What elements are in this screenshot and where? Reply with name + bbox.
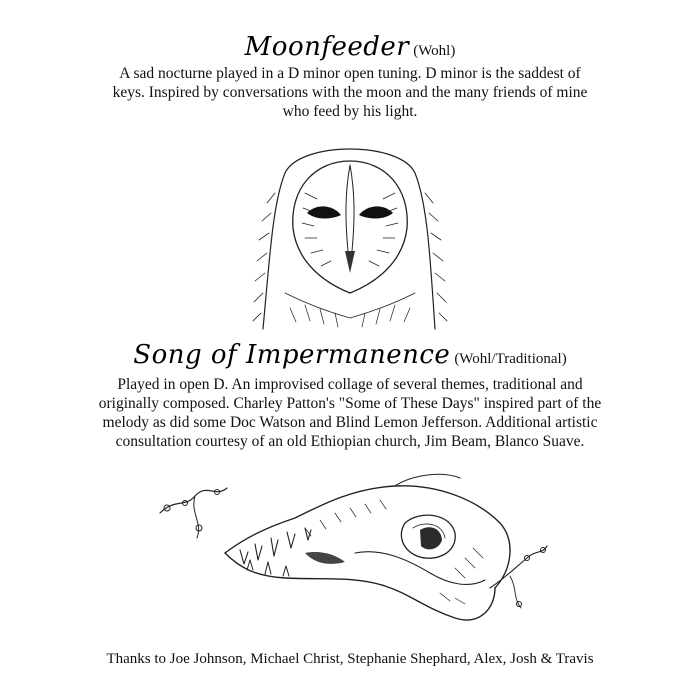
song2-line: melody as did some Doc Watson and Blind Lemon Jefferson. Additional artistic xyxy=(102,414,598,431)
song1-description xyxy=(45,64,655,121)
song1-line: keys. Inspired by conversations with the moon and the many friends of mine xyxy=(112,84,588,101)
song2-line: consultation courtesy of an old Ethiopian church, Jim Beam, Blanco Suave. xyxy=(115,433,585,450)
barn-owl-icon xyxy=(245,133,455,330)
song1-heading xyxy=(0,32,700,62)
song2-line: Played in open D. An improvised collage of several themes, traditional and xyxy=(117,376,583,393)
song2-description xyxy=(45,375,655,451)
song1-line: A sad nocturne played in a D minor open tuning. D minor is the saddest of xyxy=(119,65,581,82)
song2-credit: (Wohl/Traditional) xyxy=(454,351,567,367)
animal-skull-icon xyxy=(155,458,550,638)
song1-credit: (Wohl) xyxy=(413,43,456,59)
song2-line: originally composed. Charley Patton's "Some of These Days" inspired part of the xyxy=(98,395,602,412)
song2-title: Song of Impermanence xyxy=(133,340,451,370)
song1-title: Moonfeeder xyxy=(244,32,410,62)
thanks-line: Thanks to Joe Johnson, Michael Christ, Stephanie Shephard, Alex, Josh & Travis xyxy=(106,651,594,667)
song2-heading xyxy=(0,340,700,370)
song1-line: who feed by his light. xyxy=(282,103,418,120)
